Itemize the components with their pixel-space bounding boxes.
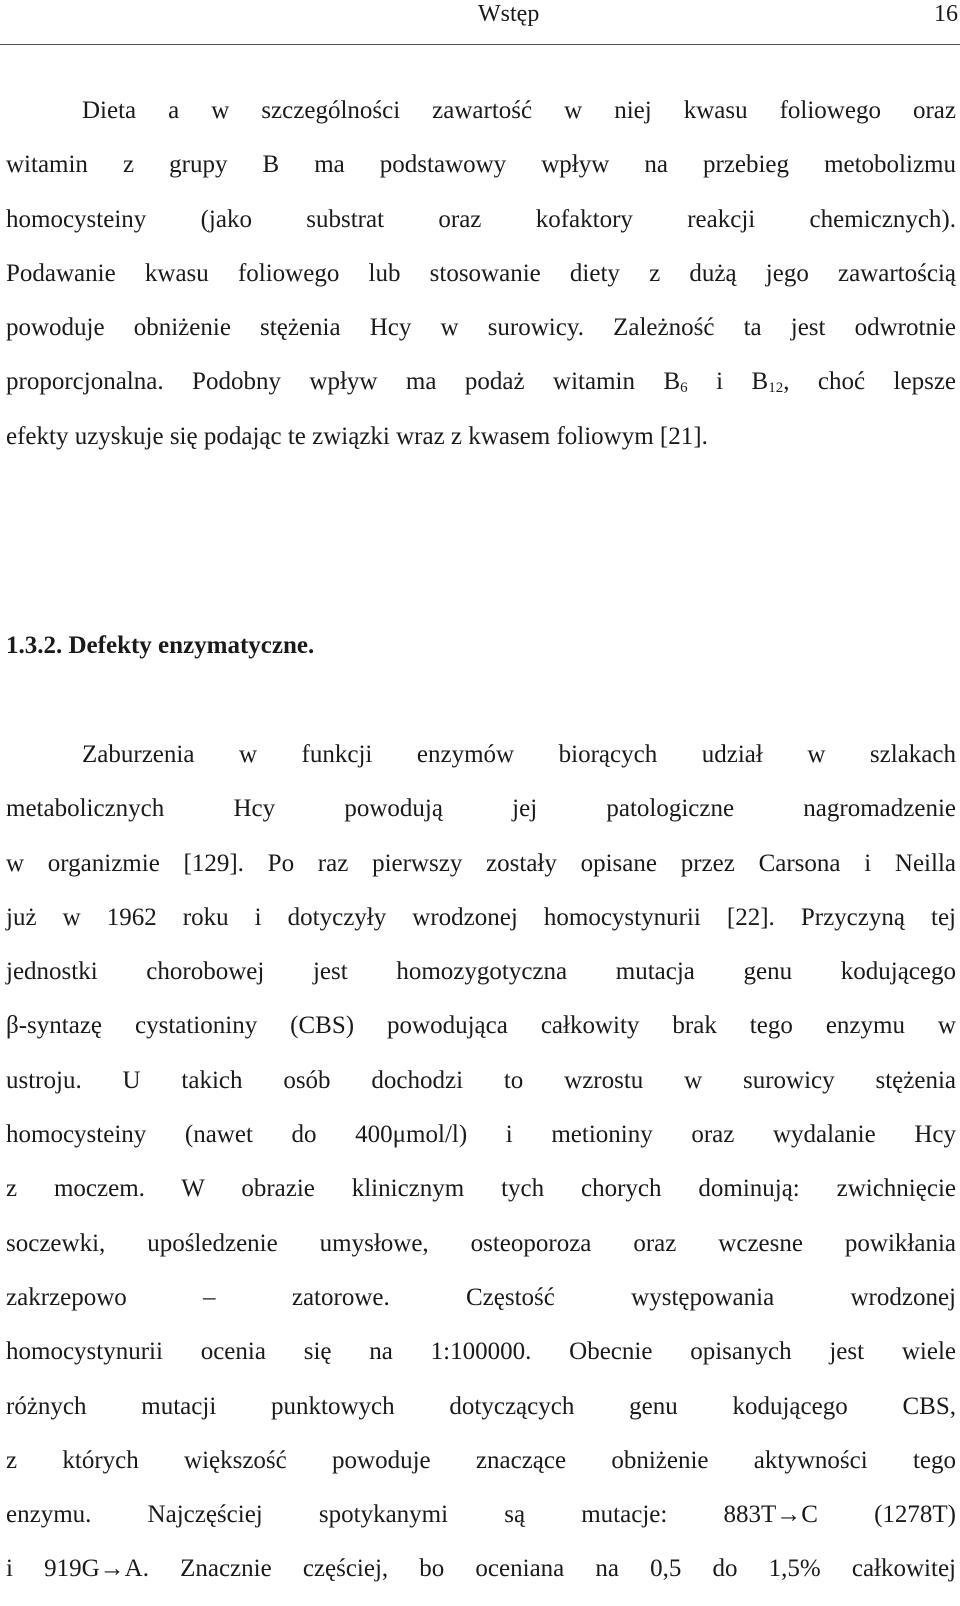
paragraph-line: homocysteiny (jako substrat oraz kofaktory reakcji chemicznych). [6, 205, 956, 233]
paragraph-enzyme-defects [6, 728, 956, 1597]
paragraph-line: jednostki chorobowej jest homozygotyczna mutacja genu kodującego [6, 958, 956, 986]
paragraph-line: Zaburzenia w funkcji enzymów biorących udział w szlakach [82, 741, 956, 768]
paragraph-line: z których większość powoduje znaczące obniżenie aktywności tego [6, 1446, 956, 1474]
paragraph-line: Dieta a w szczególności zawartość w niej kwasu foliowego oraz [82, 97, 956, 124]
paragraph-line: enzymu. Najczęściej spotykanymi są mutacje: 883T→C (1278T) [6, 1501, 956, 1529]
paragraph-line: zakrzepowo – zatorowe. Częstość występowania wrodzonej [6, 1283, 956, 1311]
paragraph-line: Podawanie kwasu foliowego lub stosowanie diety z dużą jego zawartością [6, 259, 956, 287]
page-number: 16 [934, 1, 958, 27]
paragraph-line: już w 1962 roku i dotyczyły wrodzonej homocystynurii [22]. Przyczyną tej [6, 903, 956, 931]
paragraph-line-vitamins [6, 355, 956, 409]
paragraph-line: homocystynurii ocenia się na 1:100000. Obecnie opisanych jest wiele [6, 1338, 956, 1366]
paragraph-line: różnych mutacji punktowych dotyczących genu kodującego CBS, [6, 1392, 956, 1420]
paragraph-line: metabolicznych Hcy powodują jej patologiczne nagromadzenie [6, 795, 956, 823]
line-text: i B [687, 368, 769, 396]
paragraph-line: powoduje obniżenie stężenia Hcy w surowicy. Zależność ta jest odwrotnie [6, 314, 956, 342]
paragraph-diet [6, 84, 956, 464]
paragraph-line: ustroju. U takich osób dochodzi to wzrostu w surowicy stężenia [6, 1066, 956, 1094]
paragraph-line: homocysteiny (nawet do 400μmol/l) i metioniny oraz wydalanie Hcy [6, 1121, 956, 1149]
paragraph-line: z moczem. W obrazie klinicznym tych chorych dominują: zwichnięcie [6, 1175, 956, 1203]
subscript: 6 [680, 380, 688, 397]
section-heading: 1.3.2. Defekty enzymatyczne. [6, 632, 315, 659]
running-header [0, 0, 960, 45]
paragraph-line: witamin z grupy B ma podstawowy wpływ na przebieg metobolizmu [6, 151, 956, 179]
paragraph-line: efekty uzyskuje się podając te związki wraz z kwasem foliowym [21]. [6, 422, 708, 450]
paragraph-line: β-syntazę cystationiny (CBS) powodująca całkowity brak tego enzymu w [6, 1012, 956, 1040]
paragraph-line: w organizmie [129]. Po raz pierwszy zostały opisane przez Carsona i Neilla [6, 849, 956, 877]
paragraph-line: soczewki, upośledzenie umysłowe, osteoporoza oraz wczesne powikłania [6, 1229, 956, 1257]
subscript: 12 [768, 380, 784, 397]
header-section-title: Wstęp [478, 1, 540, 27]
line-text: , choć lepsze [783, 368, 957, 396]
line-text: proporcjonalna. Podobny wpływ ma podaż witamin B [6, 368, 681, 396]
paragraph-line: i 919G→A. Znacznie częściej, bo oceniana na 0,5 do 1,5% całkowitej [6, 1555, 956, 1583]
